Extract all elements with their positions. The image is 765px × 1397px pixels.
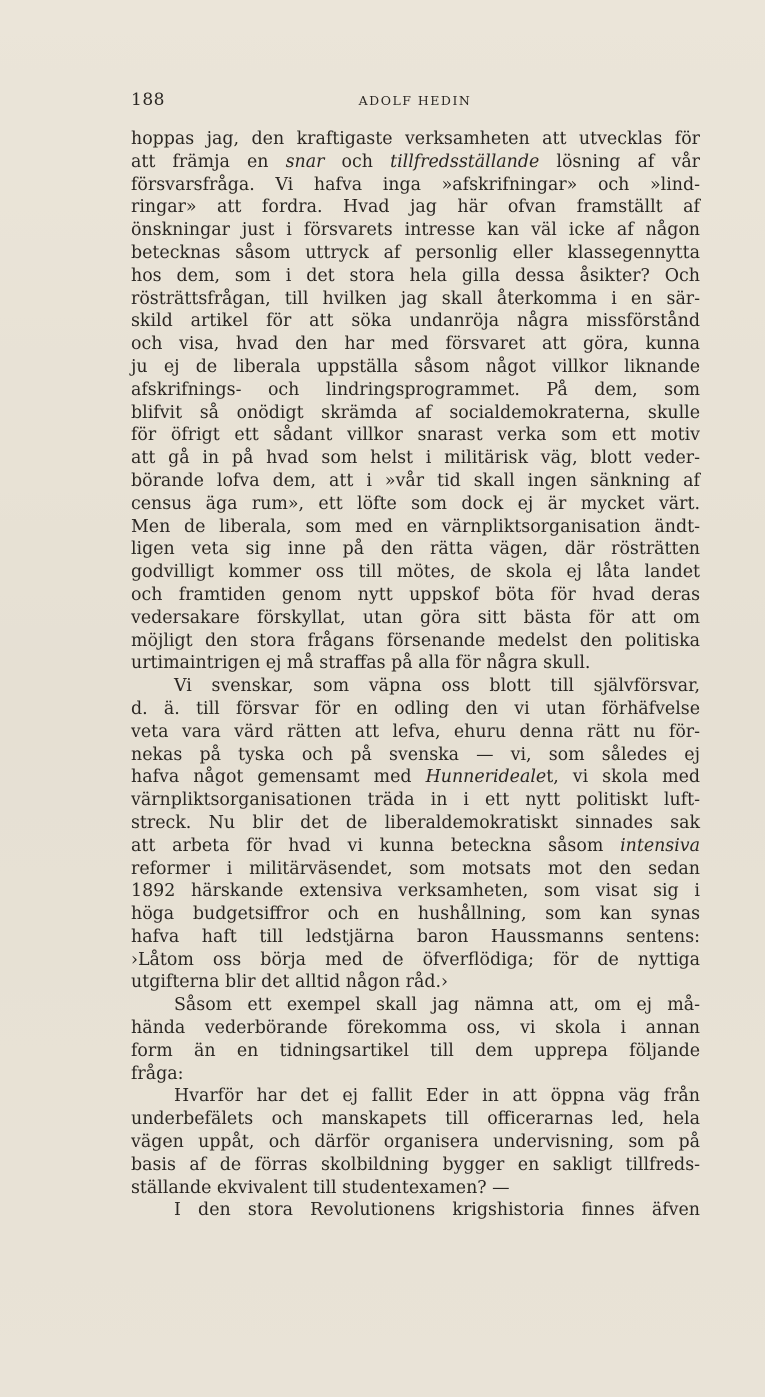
text-line: att gå in på hvad som helst i militärisk väg, blott veder- [131,448,700,469]
text-segment: hafva något gemensamt med [131,767,426,788]
text-line: basis af de förras skolbildning bygger en sakligt tillfreds- [131,1154,700,1175]
text-line: ringar» att fordra. Hvad jag här ofvan framställt af [131,197,700,218]
text-line: hoppas jag, den kraftigaste verksamheten att utvecklas för [131,129,700,149]
text-line: veta vara värd rätten att lefva, ehuru denna rätt nu för- [131,721,700,742]
text-line: ställande ekvivalent till studentexamen? — [131,1177,510,1198]
page-number: 188 [131,90,165,110]
text-line: 1892 härskande extensiva verksamheten, som visat sig i [131,881,700,902]
text-line: I den stora Revolutionens krigshistoria finnes äfven [174,1200,700,1221]
text-line: utgifterna blir det alltid någon råd.› [131,972,448,993]
text-line: urtimaintrigen ej må straffas på alla för några skull. [131,653,591,674]
text-line: skild artikel för att söka undanröja några missförstånd [131,311,700,332]
running-head: ADOLF HEDIN [358,93,472,108]
text-line: ju ej de liberala uppställa såsom något villkor liknande [131,356,700,377]
text-line: vedersakare förskyllat, utan göra sitt bästa för att om [131,607,700,628]
text-line: hända vederbörande förekomma oss, vi skola i annan [131,1018,700,1039]
text-line [131,766,700,789]
text-segment: och [324,151,391,172]
italic-text: snar [285,151,325,172]
text-line [131,151,700,174]
text-line: önskningar just i försvarets intresse kan väl icke af någon [131,220,700,241]
text-line: underbefälets och manskapets till officerarnas led, hela [131,1109,700,1130]
text-line: Vi svenskar, som väpna oss blott till självförsvar, [174,676,700,697]
text-line: form än en tidningsartikel till dem upprepa följande [131,1040,700,1061]
text-segment: t, vi skola med [546,767,701,788]
text-segment: lösning af vår [539,151,700,172]
italic-text: tillfredsställande [390,151,540,172]
text-line: hos dem, som i det stora hela gilla dessa åsikter? Och [131,265,700,286]
text-line: census äga rum», ett löfte som dock ej är mycket värt. [131,493,700,514]
text-line: och framtiden genom nytt uppskof böta för hvad deras [131,584,700,605]
text-line: Hvarför har det ej fallit Eder in att öppna väg från [174,1086,700,1107]
page-header [131,90,699,114]
italic-text: intensiva [620,835,700,856]
text-line: och visa, hvad den har med försvaret att göra, kunna [131,334,700,355]
text-line: ligen veta sig inne på den rätta vägen, där rösträtten [131,539,700,560]
text-line: Såsom ett exempel skall jag nämna att, om ej må- [174,995,700,1016]
text-line: höga budgetsiffror och en hushållning, som kan synas [131,904,700,925]
text-line: rösträttsfrågan, till hvilken jag skall återkomma i en sär- [131,288,700,309]
text-line: d. ä. till försvar för en odling den vi utan förhäfvelse [131,698,700,719]
text-segment: att främja en [131,151,286,172]
text-line: hafva haft till ledstjärna baron Haussmanns sentens: [131,926,700,947]
text-line: godvilligt kommer oss till mötes, de skola ej låta landet [131,562,700,583]
text-line: för öfrigt ett sådant villkor snarast verka som ett motiv [131,425,700,446]
text-line: reformer i militärväsendet, som motsats mot den sedan [131,858,700,879]
text-line: vägen uppåt, och därför organisera undervisning, som på [131,1132,700,1153]
text-line: fråga: [131,1063,184,1084]
text-line: börande lofva dem, att i »vår tid skall ingen sänkning af [131,470,700,491]
italic-text: Hunnerideale [425,767,547,788]
text-line: ›Låtom oss börja med de öfverflödiga; för de nyttiga [131,949,700,970]
body-text [131,128,700,1222]
text-line: blifvit så onödigt skrämda af socialdemokraterna, skulle [131,402,700,423]
text-line [131,835,700,858]
text-line: streck. Nu blir det de liberaldemokratiskt sinnades sak [131,812,700,833]
text-line: värnpliktsorganisationen träda in i ett nytt politiskt luft- [131,790,700,811]
text-line: nekas på tyska och på svenska — vi, som således ej [131,744,700,765]
text-line: försvarsfråga. Vi hafva inga »afskrifningar» och »lind- [131,174,700,195]
text-line: afskrifnings- och lindringsprogrammet. På dem, som [131,379,700,400]
text-line: betecknas såsom uttryck af personlig eller klassegennytta [131,242,700,263]
text-segment: att arbeta för hvad vi kunna beteckna såsom [131,835,621,856]
text-line: möjligt den stora frågans försenande medelst den politiska [131,630,700,651]
text-line: Men de liberala, som med en värnpliktsorganisation ändt- [131,516,700,537]
